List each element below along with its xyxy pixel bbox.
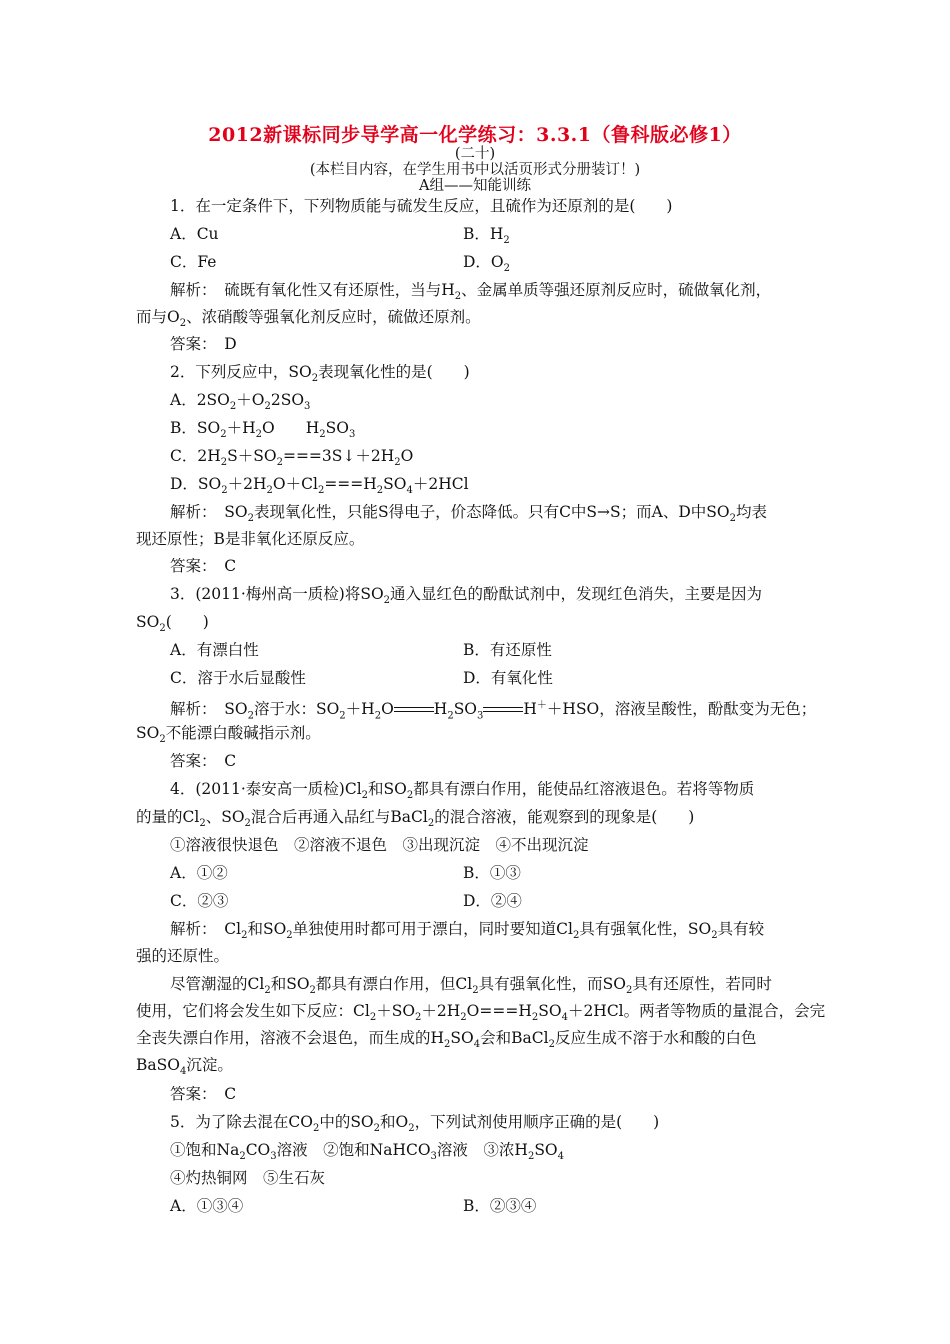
q4-explanation-line-6: BaSO$_4$沉淀。 — [136, 1056, 233, 1078]
q2-option-d: D．$SO_2+2H_2O+Cl_2===H_2SO_4+2HCl$ — [170, 475, 469, 497]
question-4-stem-line-1: 4．(2011·泰安高一质检)$Cl_2$和$SO_2$都具有漂白作用，能使品红溶液退色。若将等物质 — [170, 780, 755, 802]
q3-explanation-line-1: 解析： $SO_2$溶于水：$SO_2+H_2O$ $H_2SO_3$ H＋＋HSO，溶液呈酸性，酚酞变为无色； — [170, 700, 817, 722]
q1-explanation-line-2: 而与$O_2$、浓硝酸等强氧化剂反应时，硫做还原剂。 — [136, 308, 481, 330]
q1-explanation-line-1: 解析： 硫既有氧化性又有还原性，当与$H_2$、金属单质等强还原剂反应时，硫做氧化剂， — [170, 281, 772, 303]
q1-answer: 答案： D — [170, 335, 237, 353]
q1-option-d: D．$O_2$ — [463, 253, 511, 275]
question-3-stem-line-1: 3．(2011·梅州高一质检)将$SO_2$通入显红色的酚酞试剂中，发现红色消失，主要是因为 — [170, 585, 763, 607]
q3-option-a: A．有漂白性 — [170, 641, 259, 659]
page-title: 2012新课标同步导学高一化学练习：3.3.1（鲁科版必修1） — [208, 124, 742, 146]
q1-option-a: A．Cu — [170, 225, 219, 243]
q2-explanation-line-1: 解析： $SO_2$表现氧化性，只能S得电子，价态降低。只有C中S→S；而A、D中$SO_2$均表 — [170, 503, 767, 525]
equilibrium-arrow-icon — [394, 705, 434, 715]
q4-explanation-line-4: 使用，它们将会发生如下反应：$Cl_2+SO_2+2H_2O===H_2SO_4+2HCl$。两者等物质的量混合，会完 — [136, 1002, 826, 1024]
question-4-stem-line-2: 的量的$Cl_2$、$SO_2$混合后再通入品红与BaCl$_2$的混合溶液，能观察到的现象是( ) — [136, 808, 695, 830]
q3-option-b: B．有还原性 — [463, 641, 552, 659]
binding-note: (本栏目内容，在学生用书中以活页形式分册装订！) — [309, 162, 641, 178]
question-1-stem: 1．在一定条件下，下列物质能与硫发生反应，且硫作为还原剂的是( ) — [170, 197, 673, 215]
q3-option-d: D．有氧化性 — [463, 669, 553, 687]
q2-answer: 答案： C — [170, 557, 237, 575]
q4-observation-list: ①溶液很快退色 ②溶液不退色 ③出现沉淀 ④不出现沉淀 — [170, 836, 589, 854]
q4-option-c: C．②③ — [170, 892, 229, 910]
q2-option-c: C．$2H_2S+SO_2===3S↓+2H_2O$ — [170, 447, 414, 469]
q4-option-a: A．①② — [170, 864, 228, 882]
q5-reagent-list-2: ④灼热铜网 ⑤生石灰 — [170, 1169, 326, 1187]
q5-reagent-list-1: ①饱和$Na_2CO_3$溶液 ②饱和NaHCO$_3$溶液 ③浓$H_2SO_4$ — [170, 1141, 565, 1163]
q4-option-d: D．②④ — [463, 892, 522, 910]
equilibrium-arrow-icon — [483, 705, 523, 715]
q3-option-c: C．溶于水后显酸性 — [170, 669, 306, 687]
q2-option-a: A．$2SO_2+O_22SO_3$ — [170, 391, 311, 413]
exercise-number: (二十) — [454, 146, 496, 162]
q2-option-b: B．$SO_2+H_2O$ $H_2SO_3$ — [170, 419, 356, 441]
q5-option-a: A．①③④ — [170, 1197, 244, 1215]
q3-explanation-line-2: $SO_2$不能漂白酸碱指示剂。 — [136, 724, 321, 746]
question-2-stem: 2．下列反应中，$SO_2$表现氧化性的是( ) — [170, 363, 470, 385]
group-heading: A组——知能训练 — [419, 178, 531, 194]
q4-explanation-line-3: 尽管潮湿的$Cl_2$和$SO_2$都具有漂白作用，但$Cl_2$具有强氧化性，而$SO_2$具有还原性，若同时 — [170, 975, 772, 997]
q4-option-b: B．①③ — [463, 864, 521, 882]
q2-explanation-line-2: 现还原性；B是非氧化还原反应。 — [136, 530, 365, 548]
q4-explanation-line-1: 解析： $Cl_2$和$SO_2$单独使用时都可用于漂白，同时要知道$Cl_2$具有强氧化性，$SO_2$具有较 — [170, 920, 765, 942]
q4-explanation-line-2: 强的还原性。 — [136, 947, 230, 965]
question-5-stem: 5．为了除去混在$CO_2$中的$SO_2$和$O_2$，下列试剂使用顺序正确的是( ) — [170, 1113, 660, 1135]
q3-answer: 答案： C — [170, 752, 237, 770]
q4-answer: 答案： C — [170, 1085, 237, 1103]
q1-option-b: B．$H_2$ — [463, 225, 510, 247]
question-3-stem-line-2: $SO_2$( ) — [136, 613, 209, 635]
q5-option-b: B．②③④ — [463, 1197, 537, 1215]
q4-explanation-line-5: 全丧失漂白作用，溶液不会退色，而生成的$H_2SO_4$会和BaCl$_2$反应生成不溶于水和酸的白色 — [136, 1029, 757, 1051]
q1-option-c: C．Fe — [170, 253, 217, 271]
